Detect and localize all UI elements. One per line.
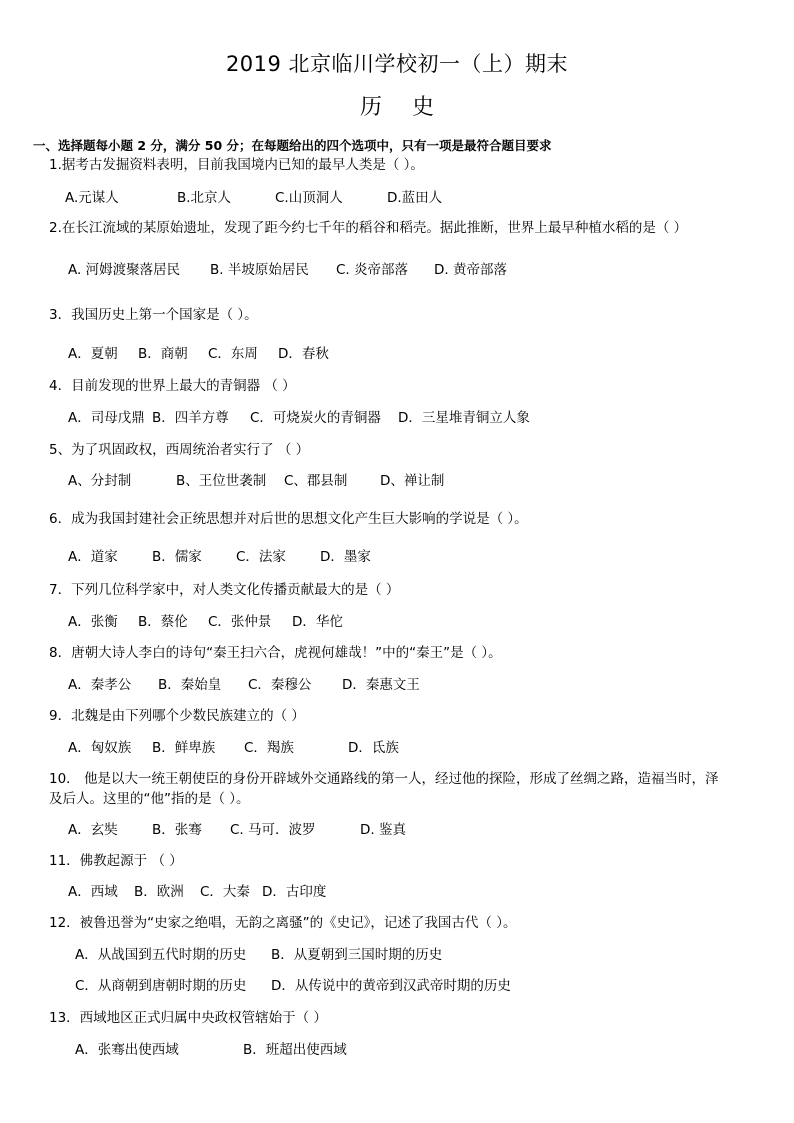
option[interactable]: B．儒家: [152, 549, 202, 565]
option[interactable]: B．班超出使西域: [243, 1042, 347, 1058]
question-stem: 2.在长江流域的某原始遗址，发现了距今约七千年的稻谷和稻壳。据此推断，世界上最早种植水稻的是（ ）: [49, 220, 688, 236]
option[interactable]: B．商朝: [138, 346, 188, 362]
question-stem: 3．我国历史上第一个国家是（ ）。: [49, 307, 258, 323]
option[interactable]: A、分封制: [68, 473, 132, 489]
option[interactable]: D．华佗: [292, 614, 343, 630]
question-stem: 13．西域地区正式归属中央政权管辖始于（ ）: [49, 1010, 327, 1026]
option[interactable]: C．秦穆公: [248, 677, 312, 693]
question-options: [68, 821, 406, 839]
option[interactable]: B．蔡伦: [138, 614, 188, 630]
option[interactable]: A．司母戊鼎: [68, 410, 145, 426]
option[interactable]: A.元谋人: [65, 190, 119, 206]
option[interactable]: A．匈奴族: [68, 740, 132, 756]
option[interactable]: D．从传说中的黄帝到汉武帝时期的历史: [271, 978, 511, 994]
question-options: [75, 946, 442, 964]
option[interactable]: D. 黄帝部落: [434, 262, 507, 278]
option[interactable]: D．春秋: [278, 346, 329, 362]
option[interactable]: C. 炎帝部落: [336, 262, 409, 278]
option[interactable]: D、禅让制: [380, 473, 445, 489]
option[interactable]: B.北京人: [177, 190, 232, 206]
option[interactable]: B．张骞: [152, 822, 202, 838]
option[interactable]: A．西域: [68, 884, 118, 900]
option[interactable]: D．古印度: [262, 884, 327, 900]
option[interactable]: B、王位世袭制: [176, 473, 267, 489]
option[interactable]: D. 鉴真: [360, 822, 406, 838]
option[interactable]: C、郡县制: [284, 473, 348, 489]
option[interactable]: C．可烧炭火的青铜器: [250, 410, 381, 426]
option[interactable]: D．三星堆青铜立人象: [398, 410, 530, 426]
question-options: [68, 409, 530, 427]
question-options: [68, 548, 371, 566]
option[interactable]: C.山顶洞人: [275, 190, 343, 206]
question-stem: 4．目前发现的世界上最大的青铜器 （ ）: [49, 378, 296, 394]
question-options: [75, 1041, 347, 1059]
question-stem: 7．下列几位科学家中，对人类文化传播贡献最大的是（ ）: [49, 582, 400, 598]
option[interactable]: A．从战国到五代时期的历史: [75, 947, 247, 963]
option[interactable]: A．张骞出使西域: [75, 1042, 179, 1058]
option[interactable]: B．从夏朝到三国时期的历史: [271, 947, 443, 963]
option[interactable]: A．道家: [68, 549, 118, 565]
question-options: [68, 613, 343, 631]
question-stem: 1.据考古发掘资料表明，目前我国境内已知的最早人类是（ ）。: [49, 157, 424, 173]
option[interactable]: B．鲜卑族: [152, 740, 216, 756]
option[interactable]: C．大秦: [200, 884, 250, 900]
question-stem: 10． 他是以大一统王朝使臣的身份开辟域外交通路线的第一人，经过他的探险，形成了丝绸之路，造福当时，泽: [49, 771, 719, 787]
question-stem: 9．北魏是由下列哪个少数民族建立的（ ）: [49, 708, 305, 724]
option[interactable]: B. 半坡原始居民: [210, 262, 309, 278]
option[interactable]: A．秦孝公: [68, 677, 132, 693]
subject-title: 历史: [359, 95, 464, 120]
option[interactable]: C．从商朝到唐朝时期的历史: [75, 978, 247, 994]
option[interactable]: A．夏朝: [68, 346, 118, 362]
section-heading: 一、选择题每小题 2 分，满分 50 分；在每题给出的四个选项中，只有一项是最符合题目要求: [33, 138, 552, 153]
option[interactable]: C．法家: [236, 549, 286, 565]
option[interactable]: A．玄奘: [68, 822, 118, 838]
question-options: [75, 977, 511, 995]
question-options: [68, 345, 329, 363]
question-options: [68, 261, 507, 279]
question-options: [65, 189, 442, 207]
question-stem-continued: 及后人。这里的“他”指的是（ ）。: [49, 791, 250, 807]
option[interactable]: D.蓝田人: [387, 190, 443, 206]
option[interactable]: C．羯族: [244, 740, 294, 756]
question-options: [68, 676, 420, 694]
option[interactable]: D．秦惠文王: [342, 677, 420, 693]
option[interactable]: A. 河姆渡聚落居民: [68, 262, 181, 278]
question-stem: 12．被鲁迅誉为“史家之绝唱，无韵之离骚”的《史记》，记述了我国古代（ ）。: [49, 915, 517, 931]
question-stem: 11．佛教起源于 （ ）: [49, 853, 183, 869]
question-options: [68, 472, 444, 490]
option[interactable]: A．张衡: [68, 614, 118, 630]
option[interactable]: B．欧洲: [134, 884, 184, 900]
option[interactable]: B．秦始皇: [158, 677, 222, 693]
question-stem: 8．唐朝大诗人李白的诗句“秦王扫六合，虎视何雄哉！”中的“秦王”是（ ）。: [49, 645, 502, 661]
option[interactable]: D．氐族: [348, 740, 399, 756]
option[interactable]: D．墨家: [320, 549, 371, 565]
question-options: [68, 883, 326, 901]
option[interactable]: C．张仲景: [208, 614, 272, 630]
question-options: [68, 739, 399, 757]
page-title: 2019 北京临川学校初一（上）期末: [225, 52, 569, 76]
option[interactable]: C. 马可．波罗: [230, 822, 316, 838]
option[interactable]: B．四羊方尊: [152, 410, 229, 426]
question-stem: 6．成为我国封建社会正统思想并对后世的思想文化产生巨大影响的学说是（ ）。: [49, 511, 528, 527]
question-stem: 5、为了巩固政权，西周统治者实行了 （ ）: [49, 442, 310, 458]
option[interactable]: C．东周: [208, 346, 258, 362]
